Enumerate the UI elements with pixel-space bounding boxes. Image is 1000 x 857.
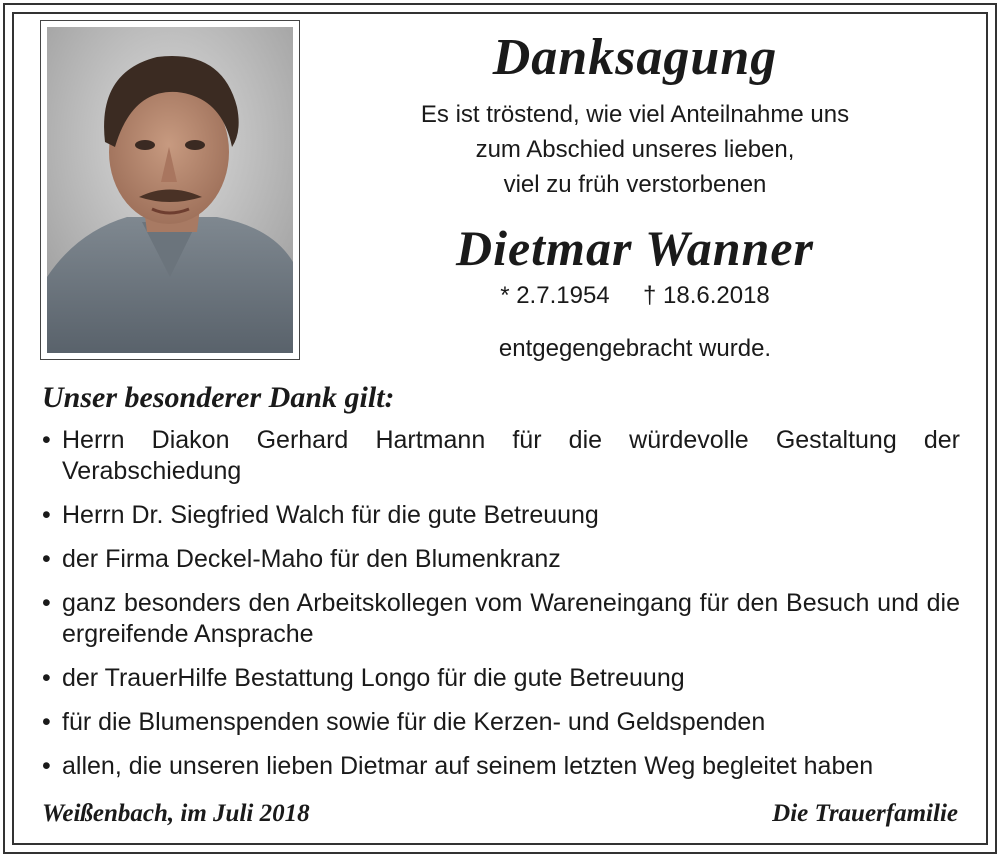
intro-line: Es ist tröstend, wie viel Anteilnahme uns bbox=[420, 101, 850, 128]
list-item bbox=[42, 707, 960, 738]
intro-text bbox=[330, 97, 940, 202]
thanks-heading: Unser besonderer Dank gilt: bbox=[42, 381, 395, 414]
bullet-icon: • bbox=[42, 545, 51, 573]
portrait-image bbox=[47, 27, 293, 353]
list-item bbox=[42, 425, 960, 487]
list-item-text: Herrn Dr. Siegfried Walch für die gute Betreuung bbox=[62, 501, 599, 529]
bullet-icon: • bbox=[42, 589, 51, 617]
bullet-icon: • bbox=[42, 752, 51, 780]
list-item-text: ganz besonders den Arbeitskollegen vom Wareneingang für den Besuch und die ergreifende Ansprache bbox=[62, 589, 960, 648]
list-item-text: für die Blumenspenden sowie für die Kerzen- und Geldspenden bbox=[62, 708, 766, 736]
notice-title: Danksagung bbox=[492, 29, 778, 86]
life-dates bbox=[330, 280, 940, 312]
list-item-text: der Firma Deckel-Maho für den Blumenkranz bbox=[62, 545, 561, 573]
list-item bbox=[42, 663, 960, 694]
footer-signature: Die Trauerfamilie bbox=[772, 800, 958, 827]
death-date: † 18.6.2018 bbox=[642, 282, 770, 309]
intro-line: zum Abschied unseres lieben, bbox=[475, 136, 795, 163]
list-item-text: allen, die unseren lieben Dietmar auf seinem letzten Weg begleitet haben bbox=[62, 752, 874, 780]
birth-date: * 2.7.1954 bbox=[500, 282, 610, 309]
list-item bbox=[42, 588, 960, 650]
bullet-icon: • bbox=[42, 501, 51, 529]
portrait-photo bbox=[47, 27, 293, 353]
portrait-photo-frame bbox=[40, 20, 300, 360]
list-item bbox=[42, 544, 960, 575]
intro-line: viel zu früh verstorbenen bbox=[503, 171, 767, 198]
list-item bbox=[42, 751, 960, 782]
list-item bbox=[42, 500, 960, 531]
bullet-icon: • bbox=[42, 664, 51, 692]
received-line: entgegengebracht wurde. bbox=[498, 335, 772, 362]
bullet-icon: • bbox=[42, 426, 51, 454]
list-item-text: der TrauerHilfe Bestattung Longo für die gute Betreuung bbox=[62, 664, 685, 692]
footer-place-date: Weißenbach, im Juli 2018 bbox=[42, 800, 310, 827]
bullet-icon: • bbox=[42, 708, 51, 736]
list-item-text: Herrn Diakon Gerhard Hartmann für die würdevolle Gestaltung der Verabschiedung bbox=[62, 426, 960, 485]
thanks-list bbox=[42, 425, 960, 795]
deceased-name: Dietmar Wanner bbox=[455, 220, 815, 276]
